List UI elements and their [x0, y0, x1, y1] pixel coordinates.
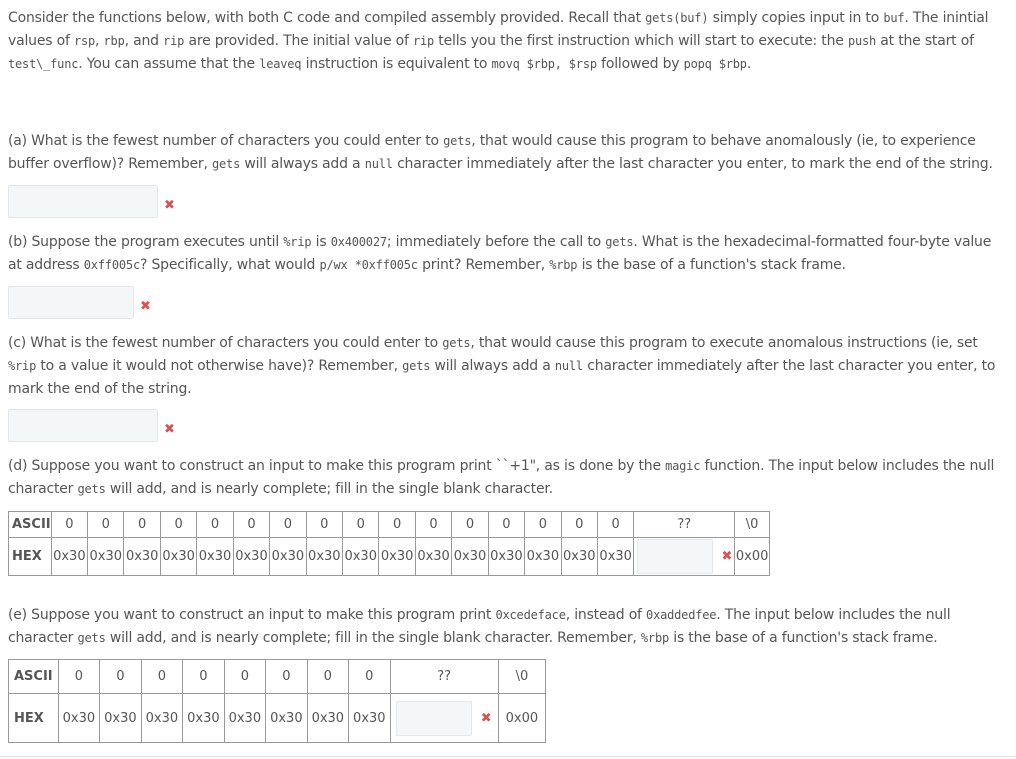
code-rsp: rsp [73, 34, 96, 48]
ascii-cell: 0 [270, 512, 306, 538]
ascii-cell: 0 [51, 512, 87, 538]
input-bytes-table-d [8, 511, 770, 576]
hex-cell: 0x30 [124, 538, 160, 576]
intro-paragraph [8, 7, 1008, 76]
code-push: push [847, 34, 877, 48]
code-popq: popq $rbp [683, 57, 747, 71]
answer-e-input[interactable] [396, 701, 472, 736]
ascii-cell: 0 [266, 660, 307, 694]
intro-text: instruction is equivalent to [301, 56, 492, 72]
intro-text: Consider the functions below, with both C code and compiled assembly provided. Recall that [8, 10, 646, 26]
question-text: is [311, 234, 331, 250]
code-null: null [364, 157, 393, 171]
ascii-cell: 0 [488, 512, 524, 538]
code-null: null [554, 359, 583, 373]
hex-cell: 0x30 [88, 538, 124, 576]
question-text: to a value it would not otherwise have)? Remember, [36, 358, 403, 374]
code-value: 0xcedeface [495, 608, 566, 622]
unknown-ascii-cell: ?? [634, 512, 735, 538]
hex-cell: 0x30 [525, 538, 561, 576]
intro-text: . The inintial values of [8, 10, 989, 49]
blank-hex-cell [390, 694, 498, 743]
question-a [8, 130, 1008, 176]
code-buf: buf [883, 11, 905, 25]
code-gets: gets [442, 336, 471, 350]
hex-cell: 0x30 [224, 694, 265, 743]
answer-a-input[interactable] [8, 185, 158, 218]
ascii-cell: 0 [597, 512, 633, 538]
ascii-cell: 0 [349, 660, 390, 694]
ascii-cell: 0 [525, 512, 561, 538]
intro-text: . [746, 56, 752, 72]
ascii-label: ASCII [9, 660, 59, 694]
question-text: will add, and is nearly complete; fill in the single blank character. Remember, [105, 630, 641, 646]
code-rip: rip [412, 34, 435, 48]
hex-cell: 0x30 [561, 538, 597, 576]
hex-cell: 0x30 [307, 694, 348, 743]
answer-b-input[interactable] [8, 286, 134, 319]
hex-cell: 0x30 [100, 694, 141, 743]
ascii-cell: 0 [88, 512, 124, 538]
intro-text: tells you the first instruction which will start to execute: the [434, 33, 848, 49]
ascii-cell: 0 [415, 512, 451, 538]
intro-text: , [95, 33, 104, 49]
question-text: . What is the hexadecimal-formatted four-byte value at address [8, 234, 992, 273]
question-text: will always add a [430, 358, 555, 374]
question-text: (d) Suppose you want to construct an input to make this program print ``+1", as is done by the [8, 458, 666, 474]
code-movq: movq $rbp, $rsp [491, 57, 597, 71]
ascii-cell: 0 [160, 512, 196, 538]
code-rbp: %rbp [549, 258, 578, 272]
hex-label: HEX [9, 538, 52, 576]
intro-text: , and [124, 33, 164, 49]
ascii-cell: 0 [233, 512, 269, 538]
incorrect-icon: ✖ [140, 299, 151, 314]
hex-cell: 0x30 [306, 538, 342, 576]
question-text: is the base of a function's stack frame. [577, 257, 846, 273]
code-rbp: %rbp [640, 631, 670, 645]
code-address: 0xff005c [83, 258, 140, 272]
question-text: will add, and is nearly complete; fill in the single blank character. [105, 481, 553, 497]
hex-row [9, 694, 546, 743]
intro-text: followed by [596, 56, 684, 72]
question-text: is the base of a function's stack frame. [669, 630, 938, 646]
code-rip: %rip [283, 235, 312, 249]
ascii-cell: 0 [379, 512, 415, 538]
hex-cell: 0x30 [183, 694, 224, 743]
bottom-divider [0, 756, 1016, 757]
hex-row [9, 538, 770, 576]
hex-cell: 0x30 [58, 694, 99, 743]
code-value: 0xaddedfee [646, 608, 717, 622]
hex-cell: 0x30 [349, 694, 390, 743]
hex-cell: 0x30 [415, 538, 451, 576]
code-gets: gets [605, 235, 634, 249]
ascii-row [9, 512, 770, 538]
question-text: will always add a [240, 156, 365, 172]
question-text: (a) What is the fewest number of characters you could enter to [8, 133, 444, 149]
code-address: 0x400027 [330, 235, 387, 249]
ascii-cell: 0 [561, 512, 597, 538]
question-text: , instead of [565, 607, 647, 623]
incorrect-icon: ✖ [164, 198, 175, 213]
intro-text: are provided. The initial value of [184, 33, 413, 49]
question-text: character immediately after the last character you enter, to mark the end of the string. [392, 156, 993, 172]
hex-cell: 0x30 [233, 538, 269, 576]
ascii-label: ASCII [9, 512, 52, 538]
code-gets-buf: gets(buf) [645, 11, 709, 25]
null-hex-cell: 0x00 [735, 538, 770, 576]
question-text: , that would cause this program to behave anomalously (ie, to experience buffer overflow)? Remember, [8, 133, 976, 172]
hex-cell: 0x30 [597, 538, 633, 576]
question-text: function. The input below includes the null character [8, 458, 995, 497]
question-text: print? Remember, [417, 257, 550, 273]
code-leaveq: leaveq [259, 57, 302, 71]
ascii-cell: 0 [141, 660, 182, 694]
ascii-cell: 0 [58, 660, 99, 694]
hex-cell: 0x30 [270, 538, 306, 576]
code-magic: magic [665, 459, 701, 473]
hex-cell: 0x30 [266, 694, 307, 743]
ascii-cell: 0 [306, 512, 342, 538]
answer-d-input[interactable] [637, 539, 713, 574]
question-e [8, 604, 1008, 650]
hex-cell: 0x30 [197, 538, 233, 576]
ascii-cell: 0 [307, 660, 348, 694]
code-gets: gets [212, 157, 241, 171]
hex-cell: 0x30 [452, 538, 488, 576]
question-text: ; immediately before the call to [386, 234, 606, 250]
ascii-cell: 0 [183, 660, 224, 694]
null-ascii-cell: \0 [735, 512, 770, 538]
code-rip: %rip [8, 359, 37, 373]
answer-c-input[interactable] [8, 409, 158, 442]
question-text: (b) Suppose the program executes until [8, 234, 284, 250]
incorrect-icon: ✖ [480, 710, 492, 726]
intro-text: . You can assume that the [78, 56, 260, 72]
code-gets: gets [77, 482, 106, 496]
question-text: . The input below includes the null character [8, 607, 951, 646]
code-rbp: rbp [103, 34, 125, 48]
question-c [8, 332, 1008, 401]
question-b [8, 231, 1008, 277]
hex-cell: 0x30 [141, 694, 182, 743]
question-text: , that would cause this program to execute anomalous instructions (ie, set [470, 335, 978, 351]
question-text: (c) What is the fewest number of characters you could enter to [8, 335, 443, 351]
question-d [8, 455, 1008, 501]
code-print-command: p/wx *0xff005c [319, 258, 418, 272]
question-text: ? Specifically, what would [139, 257, 320, 273]
hex-cell: 0x30 [488, 538, 524, 576]
ascii-row [9, 660, 546, 694]
ascii-cell: 0 [100, 660, 141, 694]
unknown-ascii-cell: ?? [390, 660, 498, 694]
hex-label: HEX [9, 694, 59, 743]
blank-hex-cell [634, 538, 735, 576]
hex-cell: 0x30 [343, 538, 379, 576]
hex-cell: 0x30 [160, 538, 196, 576]
ascii-cell: 0 [124, 512, 160, 538]
ascii-cell: 0 [343, 512, 379, 538]
incorrect-icon: ✖ [721, 549, 733, 564]
incorrect-icon: ✖ [164, 422, 175, 437]
ascii-cell: 0 [197, 512, 233, 538]
code-test-func: test\_func [8, 57, 79, 71]
code-rip: rip [163, 34, 185, 48]
hex-cell: 0x30 [51, 538, 87, 576]
null-hex-cell: 0x00 [498, 694, 545, 743]
question-text: (e) Suppose you want to construct an input to make this program print [8, 607, 496, 623]
code-gets: gets [443, 134, 472, 148]
code-gets: gets [77, 631, 106, 645]
input-bytes-table-e [8, 659, 546, 743]
intro-text: simply copies input in to [708, 10, 884, 26]
null-ascii-cell: \0 [498, 660, 545, 694]
ascii-cell: 0 [452, 512, 488, 538]
hex-cell: 0x30 [379, 538, 415, 576]
question-text: character immediately after the last character you enter, to mark the end of the string. [8, 358, 996, 397]
ascii-cell: 0 [224, 660, 265, 694]
code-gets: gets [402, 359, 431, 373]
intro-text: at the start of [876, 33, 974, 49]
